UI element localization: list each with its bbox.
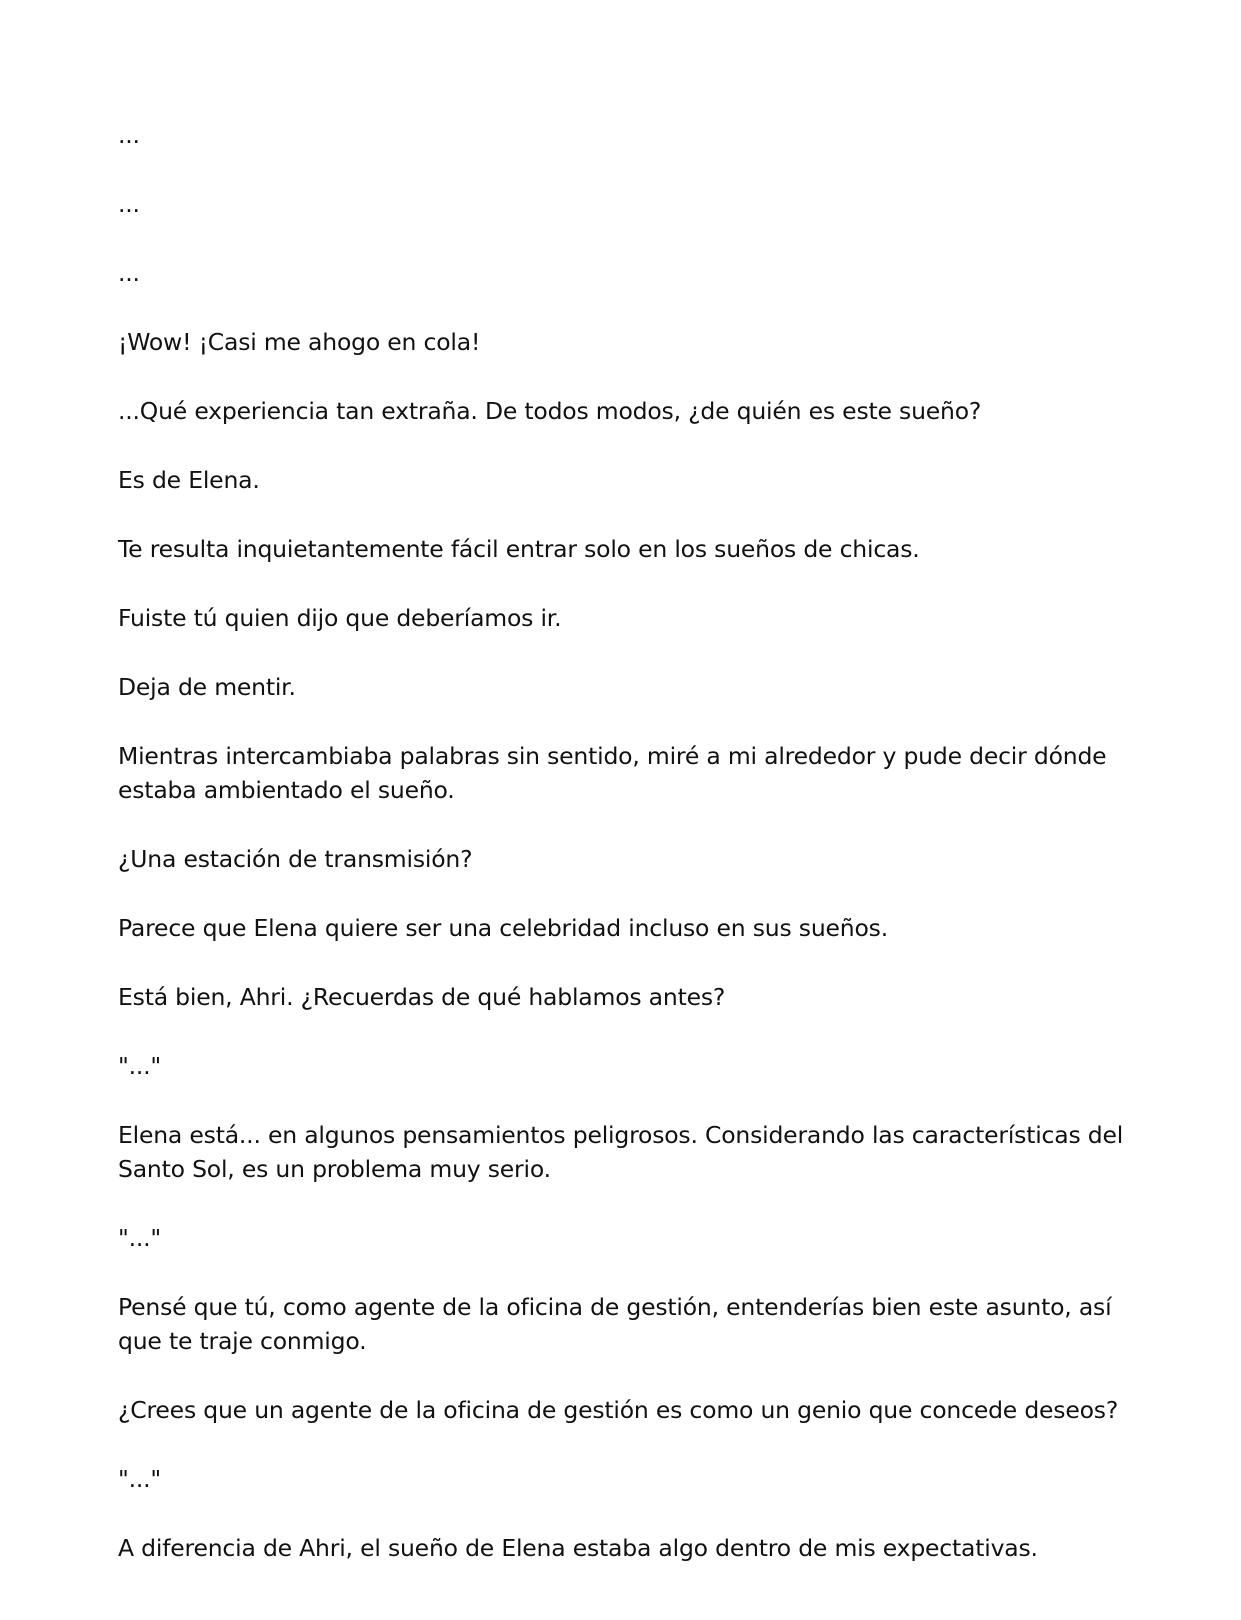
- paragraph: ...Qué experiencia tan extraña. De todos modos, ¿de quién es este sueño?: [118, 397, 982, 425]
- paragraph: ¿Crees que un agente de la oficina de gestión es como un genio que concede deseos?: [118, 1396, 1119, 1424]
- paragraph: "...": [118, 1224, 162, 1252]
- paragraph: Mientras intercambiaba palabras sin sentido, miré a mi alrededor y pude decir dónde estaba ambientado el sueño.: [118, 742, 1114, 804]
- paragraph: Te resulta inquietantemente fácil entrar solo en los sueños de chicas.: [118, 535, 920, 563]
- paragraph: ¡Wow! ¡Casi me ahogo en cola!: [118, 328, 481, 356]
- paragraph: Parece que Elena quiere ser una celebridad incluso en sus sueños.: [118, 914, 888, 942]
- paragraph: "...": [118, 1052, 162, 1080]
- paragraph: ...: [118, 121, 140, 149]
- paragraph: "...": [118, 1465, 162, 1493]
- document-body: [118, 118, 1131, 1600]
- paragraph: Deja de mentir.: [118, 673, 296, 701]
- paragraph: A diferencia de Ahri, el sueño de Elena estaba algo dentro de mis expectativas.: [118, 1534, 1038, 1562]
- paragraph: Fuiste tú quien dijo que deberíamos ir.: [118, 604, 562, 632]
- paragraph: Pensé que tú, como agente de la oficina de gestión, entenderías bien este asunto, así que te traje conmigo.: [118, 1293, 1119, 1355]
- paragraph: ...: [118, 259, 140, 287]
- paragraph: ¿Una estación de transmisión?: [118, 845, 473, 873]
- paragraph: Elena está... en algunos pensamientos peligrosos. Considerando las características del Santo Sol, es un problema muy serio.: [118, 1121, 1131, 1183]
- paragraph: Es de Elena.: [118, 466, 260, 494]
- paragraph: ...: [118, 190, 140, 218]
- paragraph: Está bien, Ahri. ¿Recuerdas de qué hablamos antes?: [118, 983, 726, 1011]
